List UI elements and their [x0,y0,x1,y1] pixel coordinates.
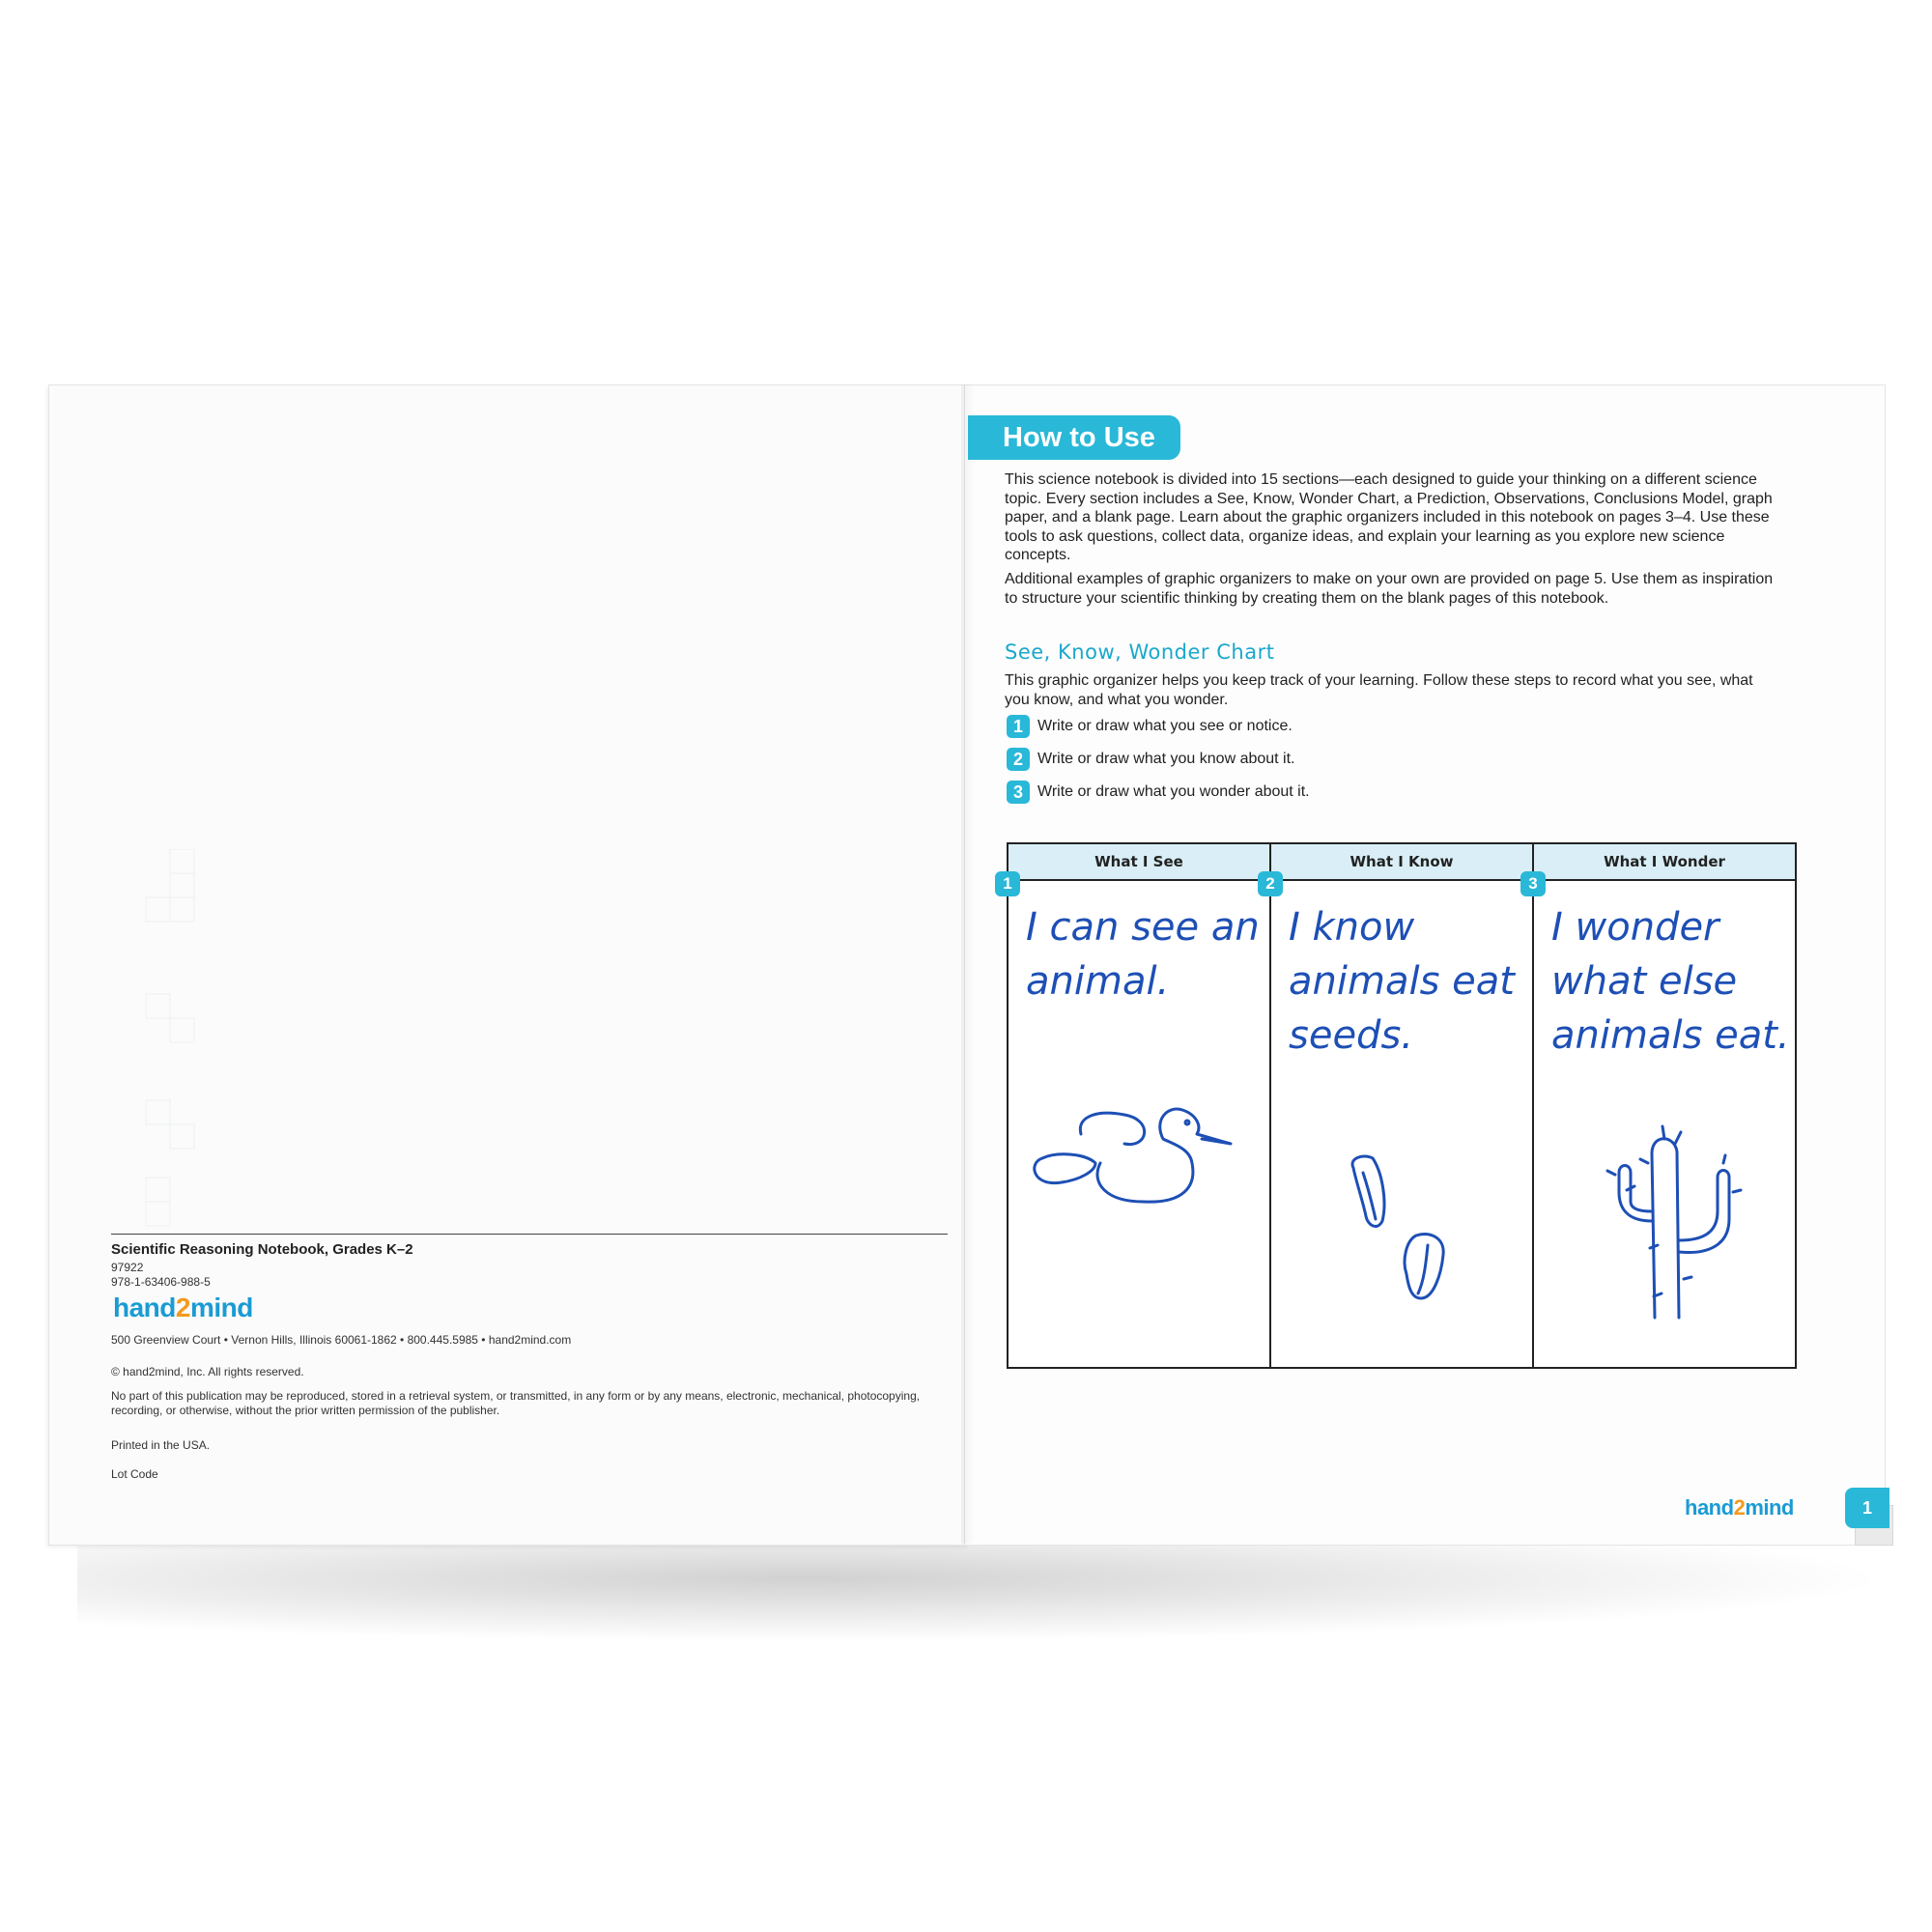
step-text: Write or draw what you know about it. [1037,751,1295,767]
ghost-grid-pattern [141,849,199,1236]
step-number-badge: 2 [1007,748,1030,771]
column-header: What I See [1009,844,1269,881]
how-to-use-heading: How to Use [968,415,1180,460]
second-paragraph: Additional examples of graphic organizers to make on your own are provided on page 5. Use them as inspiration to structure your scientific thinking by creating them on the blank pages of this notebook. [1005,571,1774,607]
column-number-badge: 1 [995,871,1020,896]
step-text: Write or draw what you wonder about it. [1037,783,1310,800]
handwritten-answer: I can see an animal. [1026,905,1260,1004]
rights-notice: No part of this publication may be reproduced, stored in a retrieval system, or transmitted, in any form or by any means, electronic, mechanical, photocopying, recording, or otherwise, without the prior written permission of the publisher. [111,1389,921,1417]
page-number-tab: 1 [1845,1488,1889,1528]
lot-code: Lot Code [111,1467,158,1481]
column-number-badge: 2 [1258,871,1283,896]
step-1 [1007,715,1293,740]
section-title: See, Know, Wonder Chart [1005,640,1275,664]
intro-paragraph: This science notebook is divided into 15 sections—each designed to guide your thinking on a different science topic. Every section includes a See, Know, Wonder Chart, a Prediction, Observations, Conclusions Model, graph paper, and a blank page. Learn about the graphic organizers included in this notebook on pages 3–4. Use these tools to ask questions, collect data, organize ideas, and explain your learning as you explore new science concepts. [1005,471,1773,563]
handwritten-answer: I wonder what else animals eat. [1551,905,1790,1058]
step-number-badge: 1 [1007,715,1030,738]
step-text: Write or draw what you see or notice. [1037,718,1293,734]
section-intro: This graphic organizer helps you keep track of your learning. Follow these steps to record what you see, what you know, and what you wonder. [1005,672,1753,708]
copyright-line: © hand2mind, Inc. All rights reserved. [111,1365,304,1378]
product-title: Scientific Reasoning Notebook, Grades K–2 [111,1241,413,1258]
step-number-badge: 3 [1007,781,1030,804]
hand2mind-logo: hand2mind [113,1293,253,1322]
chart-column-know [1265,844,1534,1367]
isbn: 978-1-63406-988-5 [111,1275,211,1289]
chart-column-wonder [1528,844,1795,1367]
imprint-divider [111,1234,948,1235]
bird-sketch [1009,1066,1269,1347]
column-header: What I Wonder [1534,844,1795,881]
chart-column-see [1003,844,1271,1367]
column-number-badge: 3 [1520,871,1546,896]
step-3 [1007,781,1310,806]
seeds-sketch [1271,1066,1532,1347]
publisher-address: 500 Greenview Court • Vernon Hills, Illinois 60061-1862 • 800.445.5985 • hand2mind.com [111,1333,572,1347]
hand2mind-footer-logo: hand2mind [1685,1495,1794,1520]
page-shadow [77,1536,1893,1642]
book-gutter [961,384,975,1544]
step-2 [1007,748,1295,773]
printed-in: Printed in the USA. [111,1438,211,1452]
cactus-sketch [1534,1066,1795,1347]
item-number: 97922 [111,1261,144,1274]
column-header: What I Know [1271,844,1532,881]
handwritten-answer: I know animals eat seeds. [1289,905,1515,1058]
see-know-wonder-chart [1003,842,1797,1369]
